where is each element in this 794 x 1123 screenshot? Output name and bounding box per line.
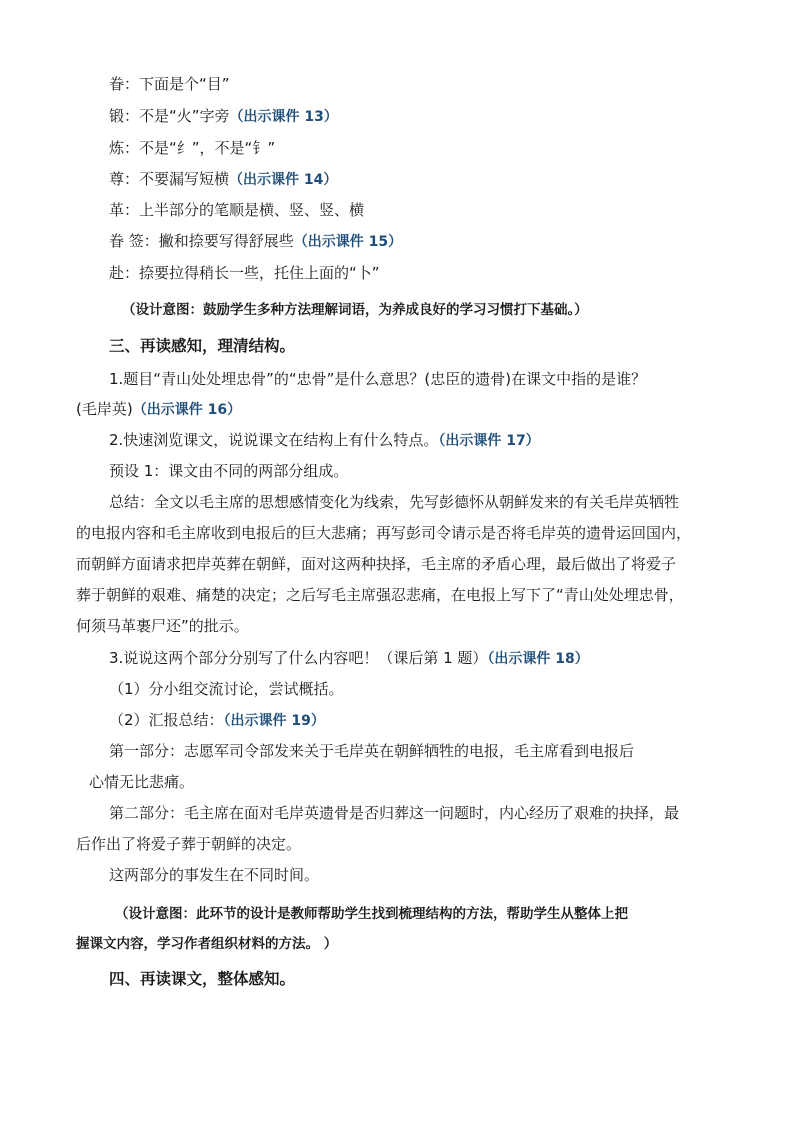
line-text: 握课文内容，学习作者组织材料的方法。 ） [76, 936, 338, 952]
line-text: 四、再读课文，整体感知。 [109, 970, 296, 988]
line-text: （2）汇报总结： [109, 711, 224, 729]
section-heading [109, 968, 295, 990]
line-text: 革：上半部分的笔顺是横、竖、竖、横 [109, 201, 365, 219]
design-intent-note [76, 933, 337, 955]
text-line [76, 398, 241, 421]
courseware-tag: （出示课件 15） [293, 234, 403, 250]
text-line [109, 168, 337, 191]
line-text: 1.题目“青山处处埋忠骨”的“忠骨”是什么意思？(忠臣的遗骨)在课文中指的是谁？ [109, 370, 647, 388]
line-text: 眷 签：撇和捺要写得舒展些 [109, 232, 294, 250]
courseware-tag: （出示课件 19） [223, 713, 325, 729]
text-line [89, 771, 194, 793]
line-text: 的电报内容和毛主席收到电报后的巨大悲痛；再写彭司令请示是否将毛岸英的遗骨运回国内， [76, 524, 692, 542]
text-line [109, 105, 338, 128]
line-text: 3.说说这两个部分分别写了什么内容吧！（课后第 1 题） [109, 649, 488, 667]
text-line [109, 137, 275, 159]
line-text: 而朝鲜方面请求把岸英葬在朝鲜，面对这两种抉择，毛主席的矛盾心理，最后做出了将爱子 [76, 555, 677, 573]
line-text: （设计意图：此环节的设计是教师帮助学生找到梳理结构的方法，帮助学生从整体上把 [115, 906, 628, 922]
line-text: 三、再读感知，理清结构。 [109, 337, 296, 355]
line-text: 赴：捺要拉得稍长一些，托住上面的“卜” [109, 264, 380, 282]
line-text: 尊：不要漏写短横 [109, 170, 230, 188]
line-text: 第一部分：志愿军司令部发来关于毛岸英在朝鲜牺牲的电报，毛主席看到电报后 [109, 742, 635, 760]
text-line [76, 833, 301, 855]
line-text: 葬于朝鲜的艰难、痛楚的决定；之后写毛主席强忍悲痛，在电报上写下了“青山处处埋忠骨， [76, 586, 684, 604]
section-heading [109, 335, 295, 357]
line-text: 何须马革裹尸还”的批示。 [76, 617, 249, 635]
text-line [76, 615, 249, 637]
text-line [76, 553, 676, 575]
text-line [109, 230, 402, 253]
text-line [109, 864, 319, 886]
line-text: 预设 1：课文由不同的两部分组成。 [109, 462, 349, 480]
courseware-tag: （出示课件 18） [487, 651, 589, 667]
courseware-tag: （出示课件 14） [229, 172, 338, 188]
line-text: 2.快速浏览课文，说说课文在结构上有什么特点。 [109, 431, 439, 449]
text-line [109, 709, 325, 732]
text-line [109, 460, 348, 482]
line-text: （1）分小组交流讨论，尝试概括。 [109, 680, 344, 698]
courseware-tag: （出示课件 17） [438, 433, 540, 449]
text-line [109, 73, 230, 95]
line-text: 总结：全文以毛主席的思想感情变化为线索，先写彭德怀从朝鲜发来的有关毛岸英牺牲 [109, 493, 680, 511]
courseware-tag: （出示课件 16） [132, 402, 242, 418]
text-line [109, 429, 540, 452]
design-intent-note [122, 299, 588, 321]
line-text: 眷：下面是个“目” [109, 75, 230, 93]
line-text: 心情无比悲痛。 [89, 773, 195, 791]
text-line [109, 491, 679, 513]
text-line [109, 368, 646, 390]
text-line [109, 740, 634, 762]
text-line [109, 802, 679, 824]
text-line [109, 647, 589, 670]
text-line [76, 522, 691, 544]
text-line [109, 678, 344, 700]
line-text: 后作出了将爱子葬于朝鲜的决定。 [76, 835, 302, 853]
line-text: 锻：不是“火”字旁 [109, 107, 230, 125]
line-text: 第二部分：毛主席在面对毛岸英遗骨是否归葬这一问题时，内心经历了艰难的抉择，最 [109, 804, 680, 822]
courseware-tag: （出示课件 13） [229, 109, 338, 125]
text-line [109, 262, 380, 284]
design-intent-note [115, 903, 628, 925]
text-line [76, 584, 684, 606]
line-text: 这两部分的事发生在不同时间。 [109, 866, 320, 884]
line-text: (毛岸英) [76, 400, 133, 418]
line-text: 炼：不是“纟”，不是“钅” [109, 139, 276, 157]
line-text: （设计意图：鼓励学生多种方法理解词语，为养成良好的学习习惯打下基础。） [122, 302, 588, 318]
text-line [109, 199, 364, 221]
